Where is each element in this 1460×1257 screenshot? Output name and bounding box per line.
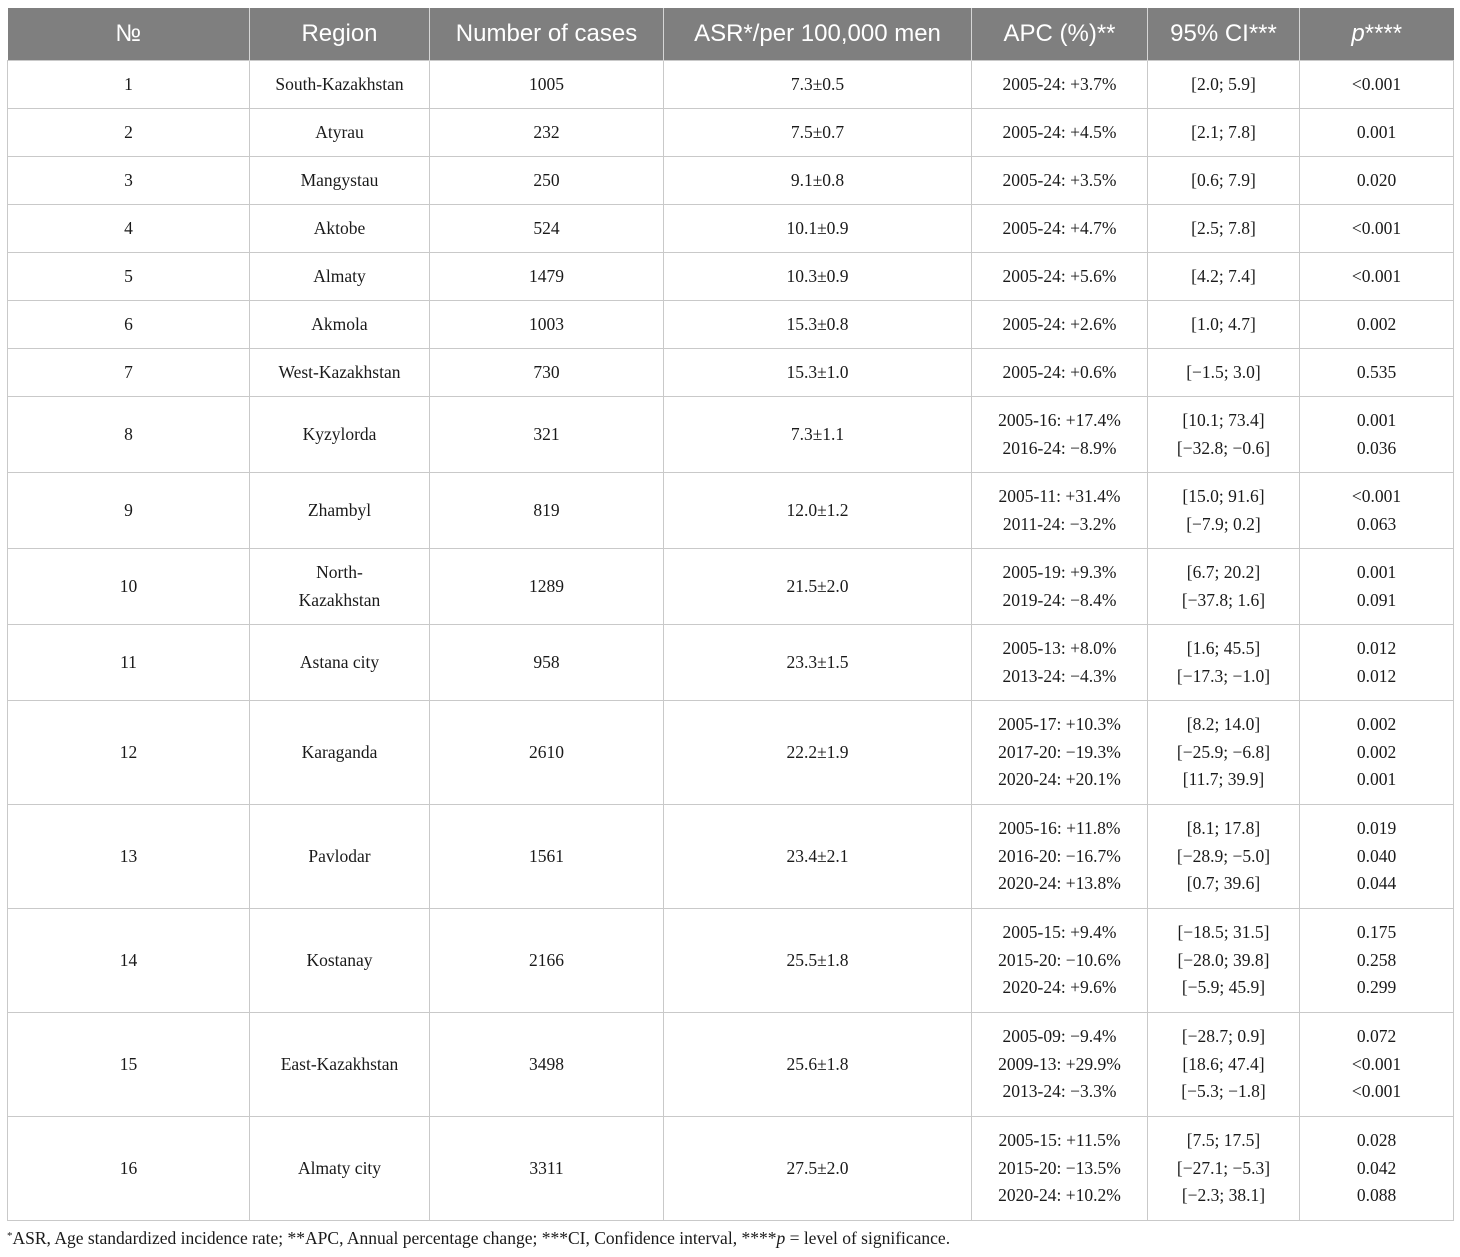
cell-p-line: 0.012 [1356,665,1397,686]
cell-p-line: 0.044 [1356,873,1397,894]
cell-apc-line: 2005-16: +17.4% [998,409,1121,430]
cell-region-line: Kazakhstan [298,589,381,610]
cell-no: 16 [8,1117,250,1221]
cell-apc [972,909,1148,1013]
table-row [8,473,1454,549]
cell-region [250,349,430,397]
cell-p-line: 0.299 [1356,977,1397,998]
cell-ci [1148,625,1300,701]
cell-asr: 22.2±1.9 [664,701,972,805]
cell-apc [972,1117,1148,1221]
cell-region-line: Aktobe [313,217,366,238]
cell-p-line: 0.002 [1356,713,1397,734]
cell-asr: 15.3±0.8 [664,301,972,349]
cell-apc-line: 2011-24: −3.2% [1002,513,1117,534]
cell-ci [1148,1117,1300,1221]
cell-ci-line: [−18.5; 31.5] [1177,921,1270,942]
cell-region [250,701,430,805]
cell-p-line: 0.012 [1356,637,1397,658]
cell-apc-line: 2015-20: −13.5% [998,1157,1121,1178]
cell-p-line: 0.020 [1356,169,1397,190]
cell-ci [1148,805,1300,909]
cell-ci [1148,205,1300,253]
cell-p [1300,549,1454,625]
footnote-text-2: = level of significance. [785,1228,951,1248]
table-row [8,1013,1454,1117]
cell-ci-line: [1.6; 45.5] [1186,637,1261,658]
header-p [1300,8,1454,61]
cell-no: 5 [8,253,250,301]
table-row [8,625,1454,701]
cell-apc-line: 2005-24: +2.6% [1002,313,1117,334]
cell-cases: 958 [430,625,664,701]
cell-no: 2 [8,109,250,157]
cell-asr: 10.1±0.9 [664,205,972,253]
cell-p-line: 0.175 [1356,921,1397,942]
footnote-text-1: ASR, Age standardized incidence rate; **APC, Annual percentage change; ***CI, Confidence interval, **** [12,1228,777,1248]
cell-no: 7 [8,349,250,397]
cell-region-line: Astana city [299,651,380,672]
cell-ci-line: [15.0; 91.6] [1182,485,1265,506]
cell-ci-line: [8.2; 14.0] [1186,713,1261,734]
cell-apc-line: 2005-24: +3.5% [1002,169,1117,190]
cell-cases: 3498 [430,1013,664,1117]
cell-apc [972,253,1148,301]
cell-no: 13 [8,805,250,909]
cell-p-line: 0.001 [1356,769,1397,790]
cell-ci-line: [−25.9; −6.8] [1176,741,1271,762]
cell-apc-line: 2016-24: −8.9% [1002,437,1117,458]
cell-apc-line: 2019-24: −8.4% [1002,589,1117,610]
cell-asr: 12.0±1.2 [664,473,972,549]
cell-p-line: <0.001 [1351,217,1402,238]
cell-p [1300,701,1454,805]
cell-ci-line: [−7.9; 0.2] [1186,513,1261,534]
cell-apc-line: 2005-19: +9.3% [1002,561,1117,582]
cell-region-line: Kostanay [306,949,373,970]
header-cases: Number of cases [430,8,664,61]
cell-p [1300,61,1454,109]
cell-ci [1148,473,1300,549]
cell-apc-line: 2005-24: +5.6% [1002,265,1117,286]
cell-cases: 250 [430,157,664,205]
cell-apc-line: 2013-24: −4.3% [1002,665,1117,686]
cell-region [250,909,430,1013]
cell-ci-line: [−37.8; 1.6] [1181,589,1266,610]
cell-region [250,473,430,549]
cell-region-line: Pavlodar [308,845,371,866]
cell-apc-line: 2015-20: −10.6% [998,949,1121,970]
header-region: Region [250,8,430,61]
cell-cases: 321 [430,397,664,473]
cell-cases: 1561 [430,805,664,909]
cell-apc [972,701,1148,805]
cell-asr: 7.3±1.1 [664,397,972,473]
cell-asr: 23.4±2.1 [664,805,972,909]
header-apc: APC (%)** [972,8,1148,61]
header-ci: 95% CI*** [1148,8,1300,61]
cell-apc-line: 2020-24: +9.6% [1002,977,1117,998]
cell-ci-line: [7.5; 17.5] [1186,1129,1261,1150]
header-asr: ASR*/per 100,000 men [664,8,972,61]
cell-ci-line: [−32.8; −0.6] [1176,437,1271,458]
cell-asr: 25.6±1.8 [664,1013,972,1117]
cell-ci-line: [1.0; 4.7] [1191,313,1256,334]
cell-asr: 15.3±1.0 [664,349,972,397]
cell-ci [1148,157,1300,205]
cell-region [250,301,430,349]
cell-p [1300,253,1454,301]
cell-region-line: North- [316,561,363,582]
table-row [8,909,1454,1013]
cell-apc-line: 2005-24: +3.7% [1002,73,1117,94]
cell-p-line: <0.001 [1351,485,1402,506]
cell-apc-line: 2005-15: +9.4% [1002,921,1117,942]
cell-asr: 25.5±1.8 [664,909,972,1013]
cell-ci-line: [18.6; 47.4] [1182,1053,1265,1074]
cell-cases: 3311 [430,1117,664,1221]
cell-p [1300,397,1454,473]
cell-region-line: Atyrau [315,121,364,142]
cell-p-line: 0.002 [1356,741,1397,762]
cell-asr: 7.3±0.5 [664,61,972,109]
cell-no: 6 [8,301,250,349]
cell-region-line: Kyzylorda [302,423,377,444]
table-row [8,805,1454,909]
cell-cases: 1003 [430,301,664,349]
cell-region-line: Almaty [313,265,366,286]
table-row [8,549,1454,625]
table-footnote [7,1228,950,1249]
cell-apc [972,625,1148,701]
cell-ci-line: [2.0; 5.9] [1191,73,1256,94]
table-container [7,8,1453,1221]
table-row [8,701,1454,805]
cell-region-line: West-Kazakhstan [278,361,401,382]
cell-p-line: 0.091 [1356,589,1397,610]
cell-p [1300,625,1454,701]
cell-p-line: 0.042 [1356,1157,1397,1178]
cell-region [250,109,430,157]
cell-apc-line: 2005-24: +0.6% [1002,361,1117,382]
cell-p [1300,473,1454,549]
cell-p-line: <0.001 [1351,265,1402,286]
cell-apc [972,1013,1148,1117]
cell-p [1300,349,1454,397]
cell-apc-line: 2005-15: +11.5% [998,1129,1121,1150]
cell-ci-line: [0.6; 7.9] [1191,169,1256,190]
cell-p [1300,109,1454,157]
cell-no: 9 [8,473,250,549]
cell-asr: 10.3±0.9 [664,253,972,301]
cell-apc [972,397,1148,473]
cell-apc-line: 2017-20: −19.3% [998,741,1121,762]
cell-apc-line: 2005-24: +4.5% [1002,121,1117,142]
cell-region [250,805,430,909]
cell-apc [972,109,1148,157]
cell-apc-line: 2013-24: −3.3% [1002,1081,1117,1102]
cell-region [250,549,430,625]
cell-apc [972,61,1148,109]
cell-region-line: Mangystau [300,169,379,190]
cell-no: 11 [8,625,250,701]
cell-asr: 23.3±1.5 [664,625,972,701]
cell-p-line: 0.002 [1356,313,1397,334]
cell-ci-line: [0.7; 39.6] [1186,873,1261,894]
cell-cases: 2610 [430,701,664,805]
cell-apc [972,473,1148,549]
cell-asr: 9.1±0.8 [664,157,972,205]
cell-p-line: 0.001 [1356,409,1397,430]
cell-region [250,61,430,109]
cell-p-line: 0.088 [1356,1185,1397,1206]
cell-ci-line: [−28.0; 39.8] [1177,949,1270,970]
cell-ci [1148,253,1300,301]
cell-region [250,205,430,253]
cell-apc-line: 2020-24: +13.8% [998,873,1121,894]
cell-no: 1 [8,61,250,109]
cell-p-line: 0.535 [1356,361,1397,382]
cell-apc-line: 2005-24: +4.7% [1002,217,1117,238]
table-row [8,157,1454,205]
cell-p-line: 0.036 [1356,437,1397,458]
cell-apc [972,157,1148,205]
table-row [8,61,1454,109]
table-row [8,109,1454,157]
cell-region [250,157,430,205]
cell-cases: 524 [430,205,664,253]
cell-p-line: 0.040 [1356,845,1397,866]
cell-asr: 27.5±2.0 [664,1117,972,1221]
cell-p-line: <0.001 [1351,73,1402,94]
cell-apc [972,349,1148,397]
cell-ci-line: [6.7; 20.2] [1186,561,1261,582]
cell-region-line: Almaty city [297,1157,382,1178]
cell-cases: 2166 [430,909,664,1013]
table-row [8,253,1454,301]
cell-ci [1148,61,1300,109]
cell-region-line: Akmola [311,313,368,334]
cell-apc-line: 2020-24: +20.1% [998,769,1121,790]
cell-cases: 1289 [430,549,664,625]
cell-region [250,397,430,473]
cell-ci [1148,909,1300,1013]
cell-ci [1148,701,1300,805]
cell-ci-line: [4.2; 7.4] [1191,265,1256,286]
cell-ci-line: [−2.3; 38.1] [1181,1185,1266,1206]
cell-p-line: 0.072 [1356,1025,1397,1046]
cell-apc [972,805,1148,909]
table-row [8,349,1454,397]
cell-p [1300,301,1454,349]
cell-p [1300,1117,1454,1221]
cell-ci [1148,397,1300,473]
cell-p-line: <0.001 [1351,1081,1402,1102]
cell-no: 14 [8,909,250,1013]
table-header-row [8,8,1454,61]
cell-p-line: 0.001 [1356,121,1397,142]
cell-cases: 1479 [430,253,664,301]
header-no: № [8,8,250,61]
footnote-marker: * [7,1230,13,1242]
cell-p-line: <0.001 [1351,1053,1402,1074]
cell-ci [1148,549,1300,625]
cell-ci [1148,349,1300,397]
cell-p-line: 0.028 [1356,1129,1397,1150]
cell-ci-line: [−28.7; 0.9] [1181,1025,1266,1046]
cell-apc-line: 2005-16: +11.8% [998,817,1121,838]
cell-asr: 21.5±2.0 [664,549,972,625]
cell-ci-line: [2.1; 7.8] [1191,121,1256,142]
cell-region-line: South-Kazakhstan [275,73,404,94]
cell-apc-line: 2020-24: +10.2% [998,1185,1121,1206]
cell-asr: 7.5±0.7 [664,109,972,157]
cell-ci-line: [−28.9; −5.0] [1176,845,1271,866]
cell-no: 8 [8,397,250,473]
cell-ci-line: [2.5; 7.8] [1191,217,1256,238]
cell-region [250,253,430,301]
cell-apc-line: 2005-13: +8.0% [1002,637,1117,658]
cell-region-line: Zhambyl [307,499,372,520]
cell-apc [972,205,1148,253]
cell-region [250,625,430,701]
cell-ci-line: [−5.3; −1.8] [1181,1081,1266,1102]
cell-ci-line: [−1.5; 3.0] [1186,361,1261,382]
cell-region-line: Karaganda [301,741,378,762]
cell-p-line: 0.063 [1356,513,1397,534]
cell-no: 15 [8,1013,250,1117]
cell-ci-line: [−17.3; −1.0] [1176,665,1271,686]
cell-cases: 730 [430,349,664,397]
cell-apc [972,549,1148,625]
cell-apc-line: 2016-20: −16.7% [998,845,1121,866]
cell-p-line: 0.001 [1356,561,1397,582]
cell-apc-line: 2009-13: +29.9% [998,1053,1121,1074]
cell-no: 10 [8,549,250,625]
cell-p-line: 0.019 [1356,817,1397,838]
cell-ci-line: [11.7; 39.9] [1182,769,1265,790]
cell-region [250,1117,430,1221]
cell-ci-line: [10.1; 73.4] [1182,409,1265,430]
cell-ci [1148,301,1300,349]
cell-p [1300,205,1454,253]
footnote-p: p [776,1228,786,1248]
cell-apc-line: 2005-17: +10.3% [998,713,1121,734]
cell-no: 3 [8,157,250,205]
header-p-stars: **** [1364,20,1403,47]
cell-apc-line: 2005-09: −9.4% [1002,1025,1117,1046]
table-body [8,61,1454,1221]
table-row [8,205,1454,253]
cell-no: 12 [8,701,250,805]
table-row [8,397,1454,473]
cell-cases: 819 [430,473,664,549]
cell-apc-line: 2005-11: +31.4% [998,485,1121,506]
cell-ci [1148,109,1300,157]
table-row [8,301,1454,349]
cell-apc [972,301,1148,349]
cell-p-line: 0.258 [1356,949,1397,970]
cell-p [1300,1013,1454,1117]
cell-region [250,1013,430,1117]
cell-region-line: East-Kazakhstan [280,1053,399,1074]
cell-cases: 1005 [430,61,664,109]
table-row [8,1117,1454,1221]
cell-ci [1148,1013,1300,1117]
cell-ci-line: [−27.1; −5.3] [1176,1157,1271,1178]
cell-no: 4 [8,205,250,253]
cell-p [1300,909,1454,1013]
cell-p [1300,805,1454,909]
cell-ci-line: [8.1; 17.8] [1186,817,1261,838]
cell-ci-line: [−5.9; 45.9] [1181,977,1266,998]
cell-p [1300,157,1454,205]
header-p-letter: p [1351,20,1365,47]
cell-cases: 232 [430,109,664,157]
incidence-table [7,8,1454,1221]
